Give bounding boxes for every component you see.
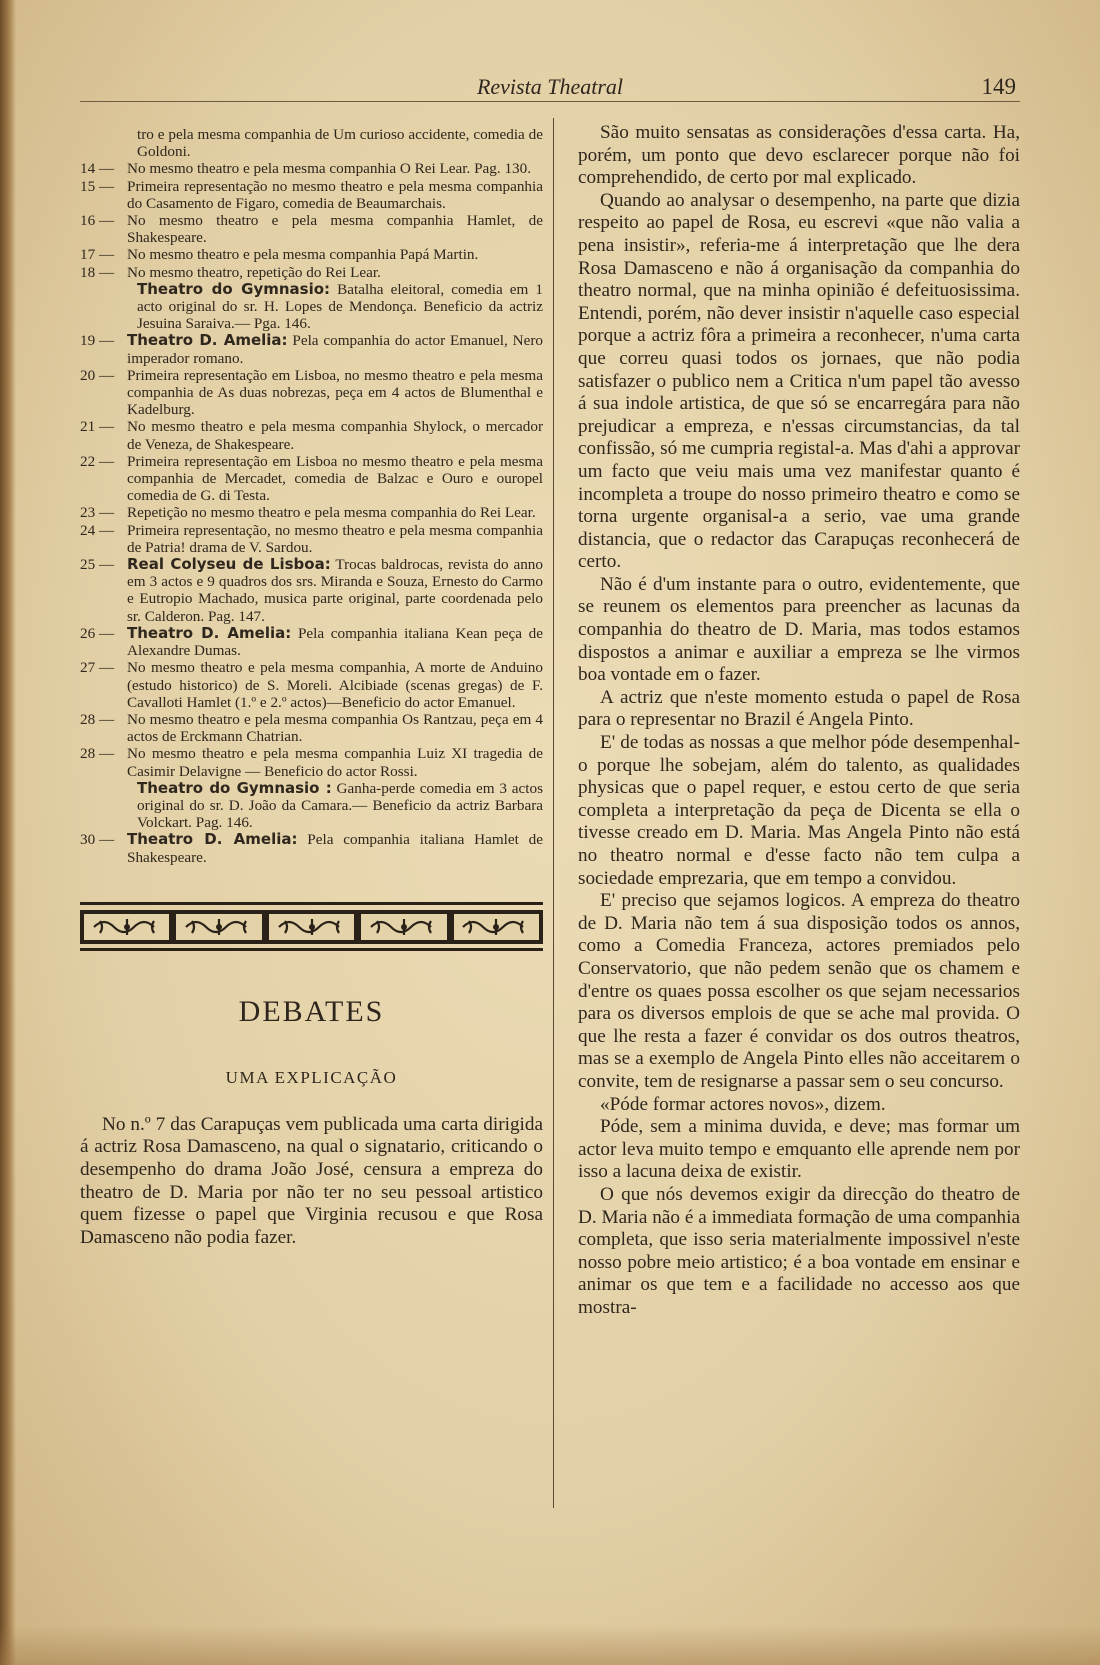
entry-date: 16 — <box>80 212 115 230</box>
ornament-panel <box>359 912 448 942</box>
entry-date: 30 — <box>80 831 115 849</box>
article-paragraph: Quando ao analysar o desempenho, na parte que dizia respeito ao papel de Rosa, eu escrevi «que não valia a pena insistir», referia-me á interpretação que lhe dera Rosa Damasceno e não á organisação da companhia do theatro normal, que na minha opinião é defeituosissima. Entendi, porém, não dever insistir n'aquelle caso especial porque a actriz fôra a primeira a reconhecer, n'uma carta que correu quasi todos os jornaes, que não podia satisfazer o publico nem a Critica n'um papel tão avesso á sua indole artistica, de que só se encarregára para não prejudicar a empreza, e n'essas circumstancias, da tal confissão, só me cumpria registal-a. Mas d'ahi a approvar um facto que veiu mais uma vez manifestar quanto é incompleta a troupe do nosso primeiro theatro e como se torna urgente organisal-a a serio, vae uma grande distancia, que o redactor das Carapuças reconhecerá de certo. <box>578 189 1020 573</box>
article-paragraph: A actriz que n'este momento estuda o papel de Rosa para o representar no Brazil é Angela Pinto. <box>578 686 1020 731</box>
chronicle-entry <box>80 178 543 212</box>
entry-date: 14 — <box>80 160 115 178</box>
entry-text: tro e pela mesma companhia de Um curioso accidente, comedia de Goldoni. <box>137 126 543 161</box>
article-paragraph: São muito sensatas as considerações d'essa carta. Ha, porém, um ponto que devo esclarecer porque não foi comprehendido, de certo por mal explicado. <box>578 122 1020 189</box>
section-title: DEBATES <box>238 994 385 1028</box>
chronicle-entry <box>80 453 543 505</box>
entry-date: 27 — <box>80 659 115 677</box>
ornament-panel <box>267 912 356 942</box>
chronicle-entry <box>80 625 543 659</box>
article-paragraph: O que nós devemos exigir da direcção do theatro de D. Maria não é a immediata formação de uma companhia completa, que isso seria materialmente impossivel n'este nosso pobre meio artistico; é a boa vontade em ensinar e animar os que tem e a facilidade no accesso aos que mostra- <box>578 1183 1020 1318</box>
page-binding-edge <box>0 0 16 1665</box>
page-bottom-shade <box>0 1625 1100 1665</box>
entry-text: Pela companhia italiana Hamlet de Shakespeare. <box>127 831 543 866</box>
entry-venue: Theatro D. Amelia: <box>127 623 292 642</box>
entry-date: 26 — <box>80 624 115 642</box>
entry-text: No mesmo theatro e pela mesma companhia O Rei Lear. Pag. 130. <box>127 160 532 178</box>
entry-text: Pela companhia do actor Emanuel, Nero imperador romano. <box>127 332 543 367</box>
entry-date: 21 — <box>80 418 115 436</box>
entry-date: 15 — <box>80 177 115 195</box>
entry-text: Primeira representação no mesmo theatro e pela mesma companhia do Casamento de Figaro, comedia de Beaumarchais. <box>127 177 543 212</box>
entry-venue: Theatro D. Amelia: <box>127 830 298 849</box>
entry-text: No mesmo theatro e pela mesma companhia Papá Martin. <box>127 246 479 264</box>
chronicle-entry <box>80 418 543 452</box>
chronicle-entry <box>80 780 543 832</box>
left-column <box>80 126 543 1249</box>
article-paragraph: Não é d'um instante para o outro, evidentemente, que se reunem os elementos para preencher as lacunas da companhia do theatro de D. Maria, mas todos estamos dispostos a animar e auxiliar a empreza se lhe virmos boa vontade em o fazer. <box>578 573 1020 686</box>
entry-date: 17 — <box>80 246 115 264</box>
chronicle-entry <box>80 281 543 333</box>
entry-date: 28 — <box>80 745 115 763</box>
entry-date: 24 — <box>80 521 115 539</box>
entry-text: No mesmo theatro e pela mesma companhia Hamlet, de Shakespeare. <box>127 212 543 247</box>
article-paragraph: E' de todas as nossas a que melhor póde desempenhal-o porque lhe sobejam, além do talento, as qualidades physicas que o papel requer, e estou certo de que seria completa a interpretação da peça de Dicenta se ella o tivesse creado em D. Maria. Mas Angela Pinto não está no theatro normal e d'esse facto não tem culpa a sociedade emprezaria, que em tempo a convidou. <box>578 732 1020 889</box>
chronicle-entry <box>80 831 543 865</box>
entry-date: 23 — <box>80 504 115 522</box>
ornament-band <box>80 910 543 944</box>
chronicle-entry <box>80 367 543 419</box>
article-paragraph: E' preciso que sejamos logicos. A empreza do theatro de D. Maria não tem á sua disposição todos os annos, como a Comedia Franceza, actores premiados pelo Conservatorio, que não pedem senão que os chamem e d'entre os quaes possa escolher os que sejam necessarios para os diversos emplois de que se ache mal provida. O que lhe resta a fazer é convidar os dos outros theatros, mas se a exemplo de Angela Pinto elles não acceitarem o convite, tem de resignarse a passar sem o seu concurso. <box>578 890 1020 1092</box>
entry-text: Primeira representação em Lisboa, no mesmo theatro e pela mesma companhia de As duas nobrezas, peça em 4 actos de Blumenthal e Kadelburg. <box>127 366 543 419</box>
chronicle-entry <box>80 332 543 366</box>
entry-text: No mesmo theatro e pela mesma companhia Luiz XI tragedia de Casimir Delavigne — Beneficio do actor Rossi. <box>127 745 543 780</box>
chronicle-entry <box>80 212 543 246</box>
running-title: Revista Theatral <box>476 74 624 99</box>
subsection-title: UMA EXPLICAÇÃO <box>225 1067 398 1087</box>
entry-text: Repetição no mesmo theatro e pela mesma companhia do Rei Lear. <box>127 504 536 522</box>
chronicle-entry <box>80 160 543 177</box>
entry-date: 22 — <box>80 452 115 470</box>
chronicle-list <box>80 126 543 866</box>
article-paragraph: No n.º 7 das Carapuças vem publicada uma carta dirigida á actriz Rosa Damasceno, na qual o signatario, criticando o desempenho do drama João José, censura a empreza do theatro de D. Maria por não ter no seu pessoal artistico quem fizesse o papel que Virginia recusou e que Rosa Damasceno não podia fazer. <box>80 1113 543 1248</box>
ornament-panel <box>452 912 541 942</box>
entry-date: 25 — <box>80 556 115 574</box>
chronicle-entry <box>80 504 543 521</box>
page-number: 149 <box>981 74 1016 99</box>
entry-text: No mesmo theatro e pela mesma companhia Shylock, o mercador de Veneza, de Shakespeare. <box>127 418 543 453</box>
ornament-panel <box>174 912 263 942</box>
chronicle-entry <box>80 246 543 263</box>
entry-date: 18 — <box>80 263 115 281</box>
entry-text: No mesmo theatro, repetição do Rei Lear. <box>127 263 381 281</box>
entry-date: 28 — <box>80 710 115 728</box>
entry-text: Batalha eleitoral, comedia em 1 acto original do sr. H. Lopes de Mendonça. Beneficio da actriz Jesuina Saraiva.— Pga. 146. <box>137 280 544 333</box>
entry-venue: Real Colyseu de Lisboa: <box>127 555 331 574</box>
column-divider <box>553 118 554 1508</box>
running-head <box>80 70 1020 104</box>
entry-text: Ganha-perde comedia em 3 actos original do sr. D. João da Camara.— Beneficio da actriz Barbara Volckart. Pag. 146. <box>137 779 544 832</box>
entry-venue: Theatro do Gymnasio : <box>137 778 332 797</box>
entry-venue: Theatro do Gymnasio: <box>137 279 331 298</box>
head-rule <box>80 101 1020 102</box>
entry-text: Trocas baldrocas, revista do anno em 3 actos e 9 quadros dos srs. Miranda e Souza, Ernesto do Carmo e Eutropio Machado, musica parte original, parte coordenada pelo sr. Calderon. Pag. 147. <box>127 556 543 625</box>
chronicle-entry <box>80 659 543 711</box>
entry-text: No mesmo theatro e pela mesma companhia, A morte de Anduino (estudo historico) de S. Moreli. Alcibiade (scenas gregas) de F. Cavalloti Hamlet (1.º e 2.º actos)—Beneficio do actor Emanuel. <box>127 659 543 711</box>
article-paragraph: Póde, sem a minima duvida, e deve; mas formar um actor leva muito tempo e emquanto elle aprende nem por isso a lacuna deixa de existir. <box>578 1116 1020 1183</box>
ornament-bottom-rule <box>80 948 543 951</box>
entry-venue: Theatro D. Amelia: <box>127 331 288 350</box>
entry-text: Primeira representação, no mesmo theatro e pela mesma companhia de Patria! drama de V. Sardou. <box>127 521 543 556</box>
entry-text: Pela companhia italiana Kean peça de Alexandre Dumas. <box>127 624 544 660</box>
chronicle-entry <box>80 711 543 745</box>
ornament-top-rule <box>80 902 543 905</box>
chronicle-entry <box>80 556 543 625</box>
entry-date: 19 — <box>80 332 115 350</box>
ornamental-border <box>80 902 543 954</box>
entry-text: No mesmo theatro e pela mesma companhia Os Rantzau, peça em 4 actos de Erckmann Chatrian. <box>127 710 543 746</box>
ornament-panel <box>82 912 171 942</box>
article-paragraph: «Póde formar actores novos», dizem. <box>600 1093 886 1115</box>
entry-text: Primeira representação em Lisboa no mesmo theatro e pela mesma companhia de Mercadet, comedia de Balzac e Ouro e ouropel comedia de G. di Testa. <box>127 452 543 505</box>
entry-date: 20 — <box>80 366 115 384</box>
chronicle-entry <box>80 126 543 160</box>
right-column <box>578 122 1020 1319</box>
chronicle-entry <box>80 264 543 281</box>
chronicle-entry <box>80 745 543 779</box>
chronicle-entry <box>80 522 543 556</box>
